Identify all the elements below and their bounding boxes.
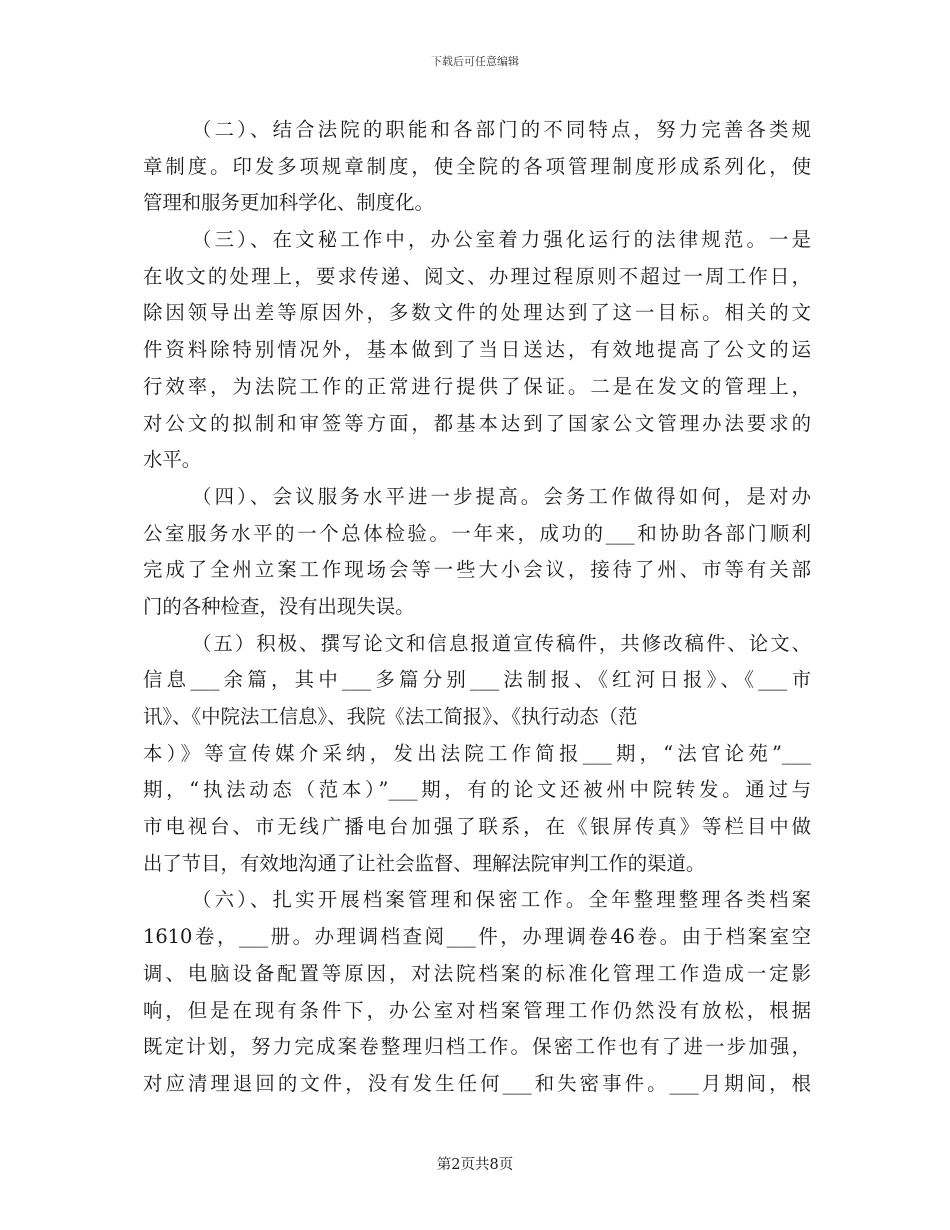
text-line: 讯》、《中院法工信息》、我院《法工简报》、《执行动态（范 [143, 705, 638, 728]
text-line: 对公文的拟制和审签等方面，都基本达到了国家公文管理办法要求的 [143, 411, 811, 435]
text-line: 件资料除特别情况外，基本做到了当日送达，有效地提高了公文的运 [143, 338, 811, 362]
text-line: （六）、扎实开展档案管理和保密工作。全年整理整理各类档案 [192, 888, 811, 912]
text-line: （五）积极、撰写论文和信息报道宣传稿件，共修改稿件、论文、 [192, 631, 811, 655]
text-line: 章制度。印发多项规章制度，使全院的各项管理制度形成系列化，使 [143, 154, 811, 178]
text-line: 信息___余篇，其中___多篇分别___法制报、《红河日报》、《___市 [143, 668, 811, 692]
text-line: 完成了全州立案工作现场会等一些大小会议，接待了州、市等有关部 [143, 558, 811, 582]
text-line: 对应清理退回的文件，没有发生任何___和失密事件。___月期间，根 [143, 1071, 811, 1095]
text-line: 公室服务水平的一个总体检验。一年来，成功的___和协助各部门顺利 [143, 521, 811, 545]
text-line: 门的各种检查，没有出现失误。 [143, 594, 415, 618]
text-line: 除因领导出差等原因外，多数文件的处理达到了这一目标。相关的文 [143, 301, 811, 325]
page-header-note: 下载后可任意编辑 [431, 55, 519, 68]
page-number: 第2页共8页 [436, 1157, 514, 1173]
text-line: 调、电脑设备配置等原因，对法院档案的标准化管理工作造成一定影 [143, 961, 811, 985]
text-line: （二）、结合法院的职能和各部门的不同特点，努力完善各类规 [192, 118, 811, 141]
text-line: 管理和服务更加科学化、制度化。 [143, 191, 434, 215]
text-line: 出了节目，有效地沟通了让社会监督、理解法院审判工作的渠道。 [143, 851, 706, 875]
text-line: 市电视台、市无线广播电台加强了联系，在《银屏传真》等栏目中做 [143, 815, 811, 839]
text-line: 行效率，为法院工作的正常进行提供了保证。二是在发文的管理上， [143, 374, 811, 398]
text-line: 本）》等宣传媒介采纳，发出法院工作简报___期，“法官论苑”___ [143, 741, 811, 765]
text-line: 响，但是在现有条件下，办公室对档案管理工作仍然没有放松，根据 [143, 998, 811, 1022]
text-line: （三）、在文秘工作中，办公室着力强化运行的法律规范。一是 [192, 228, 811, 252]
document-body [143, 112, 811, 1103]
text-line: 1610卷，___册。办理调档查阅___件，办理调卷46卷。由于档案室空 [143, 925, 811, 949]
text-line: 在收文的处理上，要求传递、阅文、办理过程原则不超过一周工作日， [143, 264, 811, 288]
text-line: （四）、会议服务水平进一步提高。会务工作做得如何，是对办 [192, 484, 811, 508]
text-line: 既定计划，努力完成案卷整理归档工作。保密工作也有了进一步加强， [143, 1035, 811, 1059]
text-line: 期，“执法动态（范本）”___期，有的论文还被州中院转发。通过与 [143, 778, 811, 802]
text-line: 水平。 [143, 448, 202, 472]
